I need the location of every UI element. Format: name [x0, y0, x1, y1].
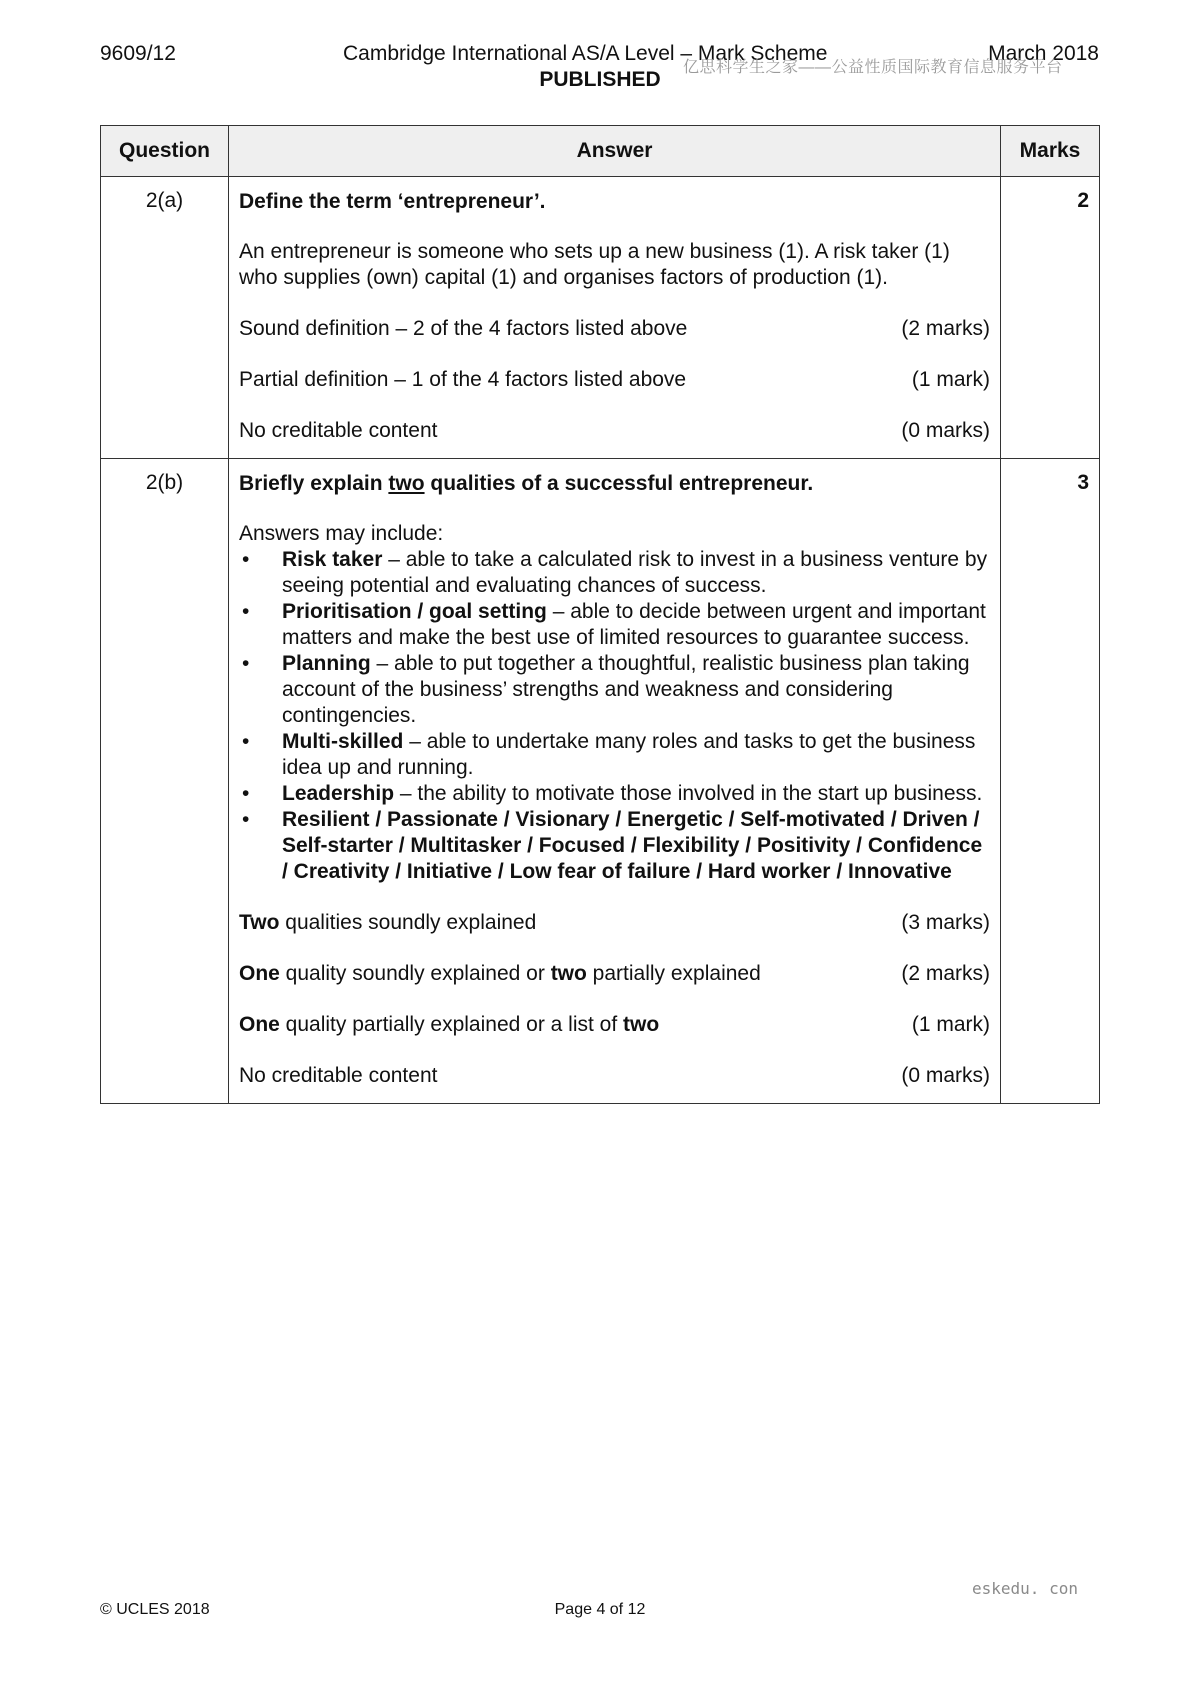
- mark-level-value: (0 marks): [901, 1064, 990, 1087]
- mark-level-row: [239, 1063, 990, 1089]
- quality-term: Leadership: [282, 782, 395, 805]
- mark-level-value: (0 marks): [901, 419, 990, 442]
- mark-level-row: [239, 910, 990, 936]
- mark-level-text: No creditable content: [239, 1064, 438, 1087]
- marks-column-header: Marks: [1001, 126, 1100, 177]
- list-item: [239, 547, 990, 599]
- mark-scheme-table: [100, 125, 1100, 1104]
- question-column-header: Question: [101, 126, 229, 177]
- list-item: [239, 807, 990, 885]
- question-number: 2(a): [101, 177, 229, 459]
- site-watermark: eskedu. con: [972, 1579, 1078, 1598]
- list-item: [239, 729, 990, 781]
- page-number: Page 4 of 12: [554, 1601, 646, 1618]
- answers-intro: Answers may include:: [239, 522, 444, 545]
- watermark-text: 亿思科学生之家——公益性质国际教育信息服务平台: [683, 59, 1063, 76]
- table-row: [101, 459, 1100, 1104]
- answer-body: An entrepreneur is someone who sets up a new business (1). A risk taker (1) who supplies (own) capital (1) and organises factors of production (1).: [239, 240, 950, 289]
- mark-level-row: [239, 418, 990, 444]
- quality-term: Multi-skilled: [282, 730, 404, 753]
- prompt-text: Briefly explain: [239, 472, 389, 495]
- answer-cell: [229, 459, 1001, 1104]
- mark-level-value: (2 marks): [901, 962, 990, 985]
- quality-term: Planning: [282, 652, 371, 675]
- answer-cell: [229, 177, 1001, 459]
- quality-term: Risk taker: [282, 548, 383, 571]
- mark-level-text: No creditable content: [239, 419, 438, 442]
- mark-level-text: Sound definition – 2 of the 4 factors listed above: [239, 317, 688, 340]
- quality-description: – able to decide between urgent and important matters and make the best use of limited resources to guarantee success.: [282, 600, 986, 649]
- marks-value: 3: [1001, 459, 1100, 1104]
- prompt-text: qualities of a successful entrepreneur.: [424, 472, 814, 495]
- mark-level-value: (1 mark): [911, 1013, 990, 1036]
- quality-term: Resilient / Passionate / Visionary / Energetic / Self-motivated / Driven / Self-starter / Multitasker / Focused / Flexibility / Positivity / Confidence / Creativity / Initiative / Low fear of failure / Hard worker / Innovative: [282, 808, 983, 883]
- published-label: PUBLISHED: [539, 68, 661, 91]
- quality-term: Prioritisation / goal setting: [282, 600, 547, 623]
- list-item: [239, 781, 990, 807]
- mark-level-row: [239, 316, 990, 342]
- list-item: [239, 599, 990, 651]
- quality-description: – able to take a calculated risk to invest in a business venture by seeing potential and evaluating chances of success.: [282, 548, 988, 597]
- document-title: Cambridge International AS/A Level – Mark Scheme: [343, 42, 828, 65]
- table-row: [101, 177, 1100, 459]
- copyright-notice: © UCLES 2018: [100, 1601, 210, 1618]
- list-item: [239, 651, 990, 729]
- mark-level-text: Partial definition – 1 of the 4 factors listed above: [239, 368, 687, 391]
- question-prompt: Define the term ‘entrepreneur’.: [239, 190, 546, 213]
- table-header-row: [101, 126, 1100, 177]
- mark-level-row: [239, 367, 990, 393]
- mark-level-text: One quality partially explained or a list of two: [239, 1013, 660, 1036]
- mark-level-row: [239, 961, 990, 987]
- mark-level-text: Two qualities soundly explained: [239, 911, 537, 934]
- document-code: 9609/12: [100, 42, 176, 65]
- question-prompt: [239, 471, 990, 497]
- mark-level-value: (1 mark): [911, 368, 990, 391]
- quality-description: – able to undertake many roles and tasks to get the business idea up and running.: [282, 730, 976, 779]
- quality-description: – able to put together a thoughtful, realistic business plan taking account of the business’ strengths and weakness and considering contingencies.: [282, 652, 970, 727]
- qualities-list: [239, 547, 990, 885]
- document-date: March 2018: [988, 42, 1099, 65]
- marks-value: 2: [1001, 177, 1100, 459]
- mark-level-value: (3 marks): [901, 911, 990, 934]
- prompt-emphasis: two: [388, 472, 425, 495]
- answer-column-header: Answer: [229, 126, 1001, 177]
- mark-level-value: (2 marks): [901, 317, 990, 340]
- quality-description: – the ability to motivate those involved in the start up business.: [394, 782, 983, 805]
- mark-level-text: One quality soundly explained or two partially explained: [239, 962, 761, 985]
- question-number: 2(b): [101, 459, 229, 1104]
- mark-level-row: [239, 1012, 990, 1038]
